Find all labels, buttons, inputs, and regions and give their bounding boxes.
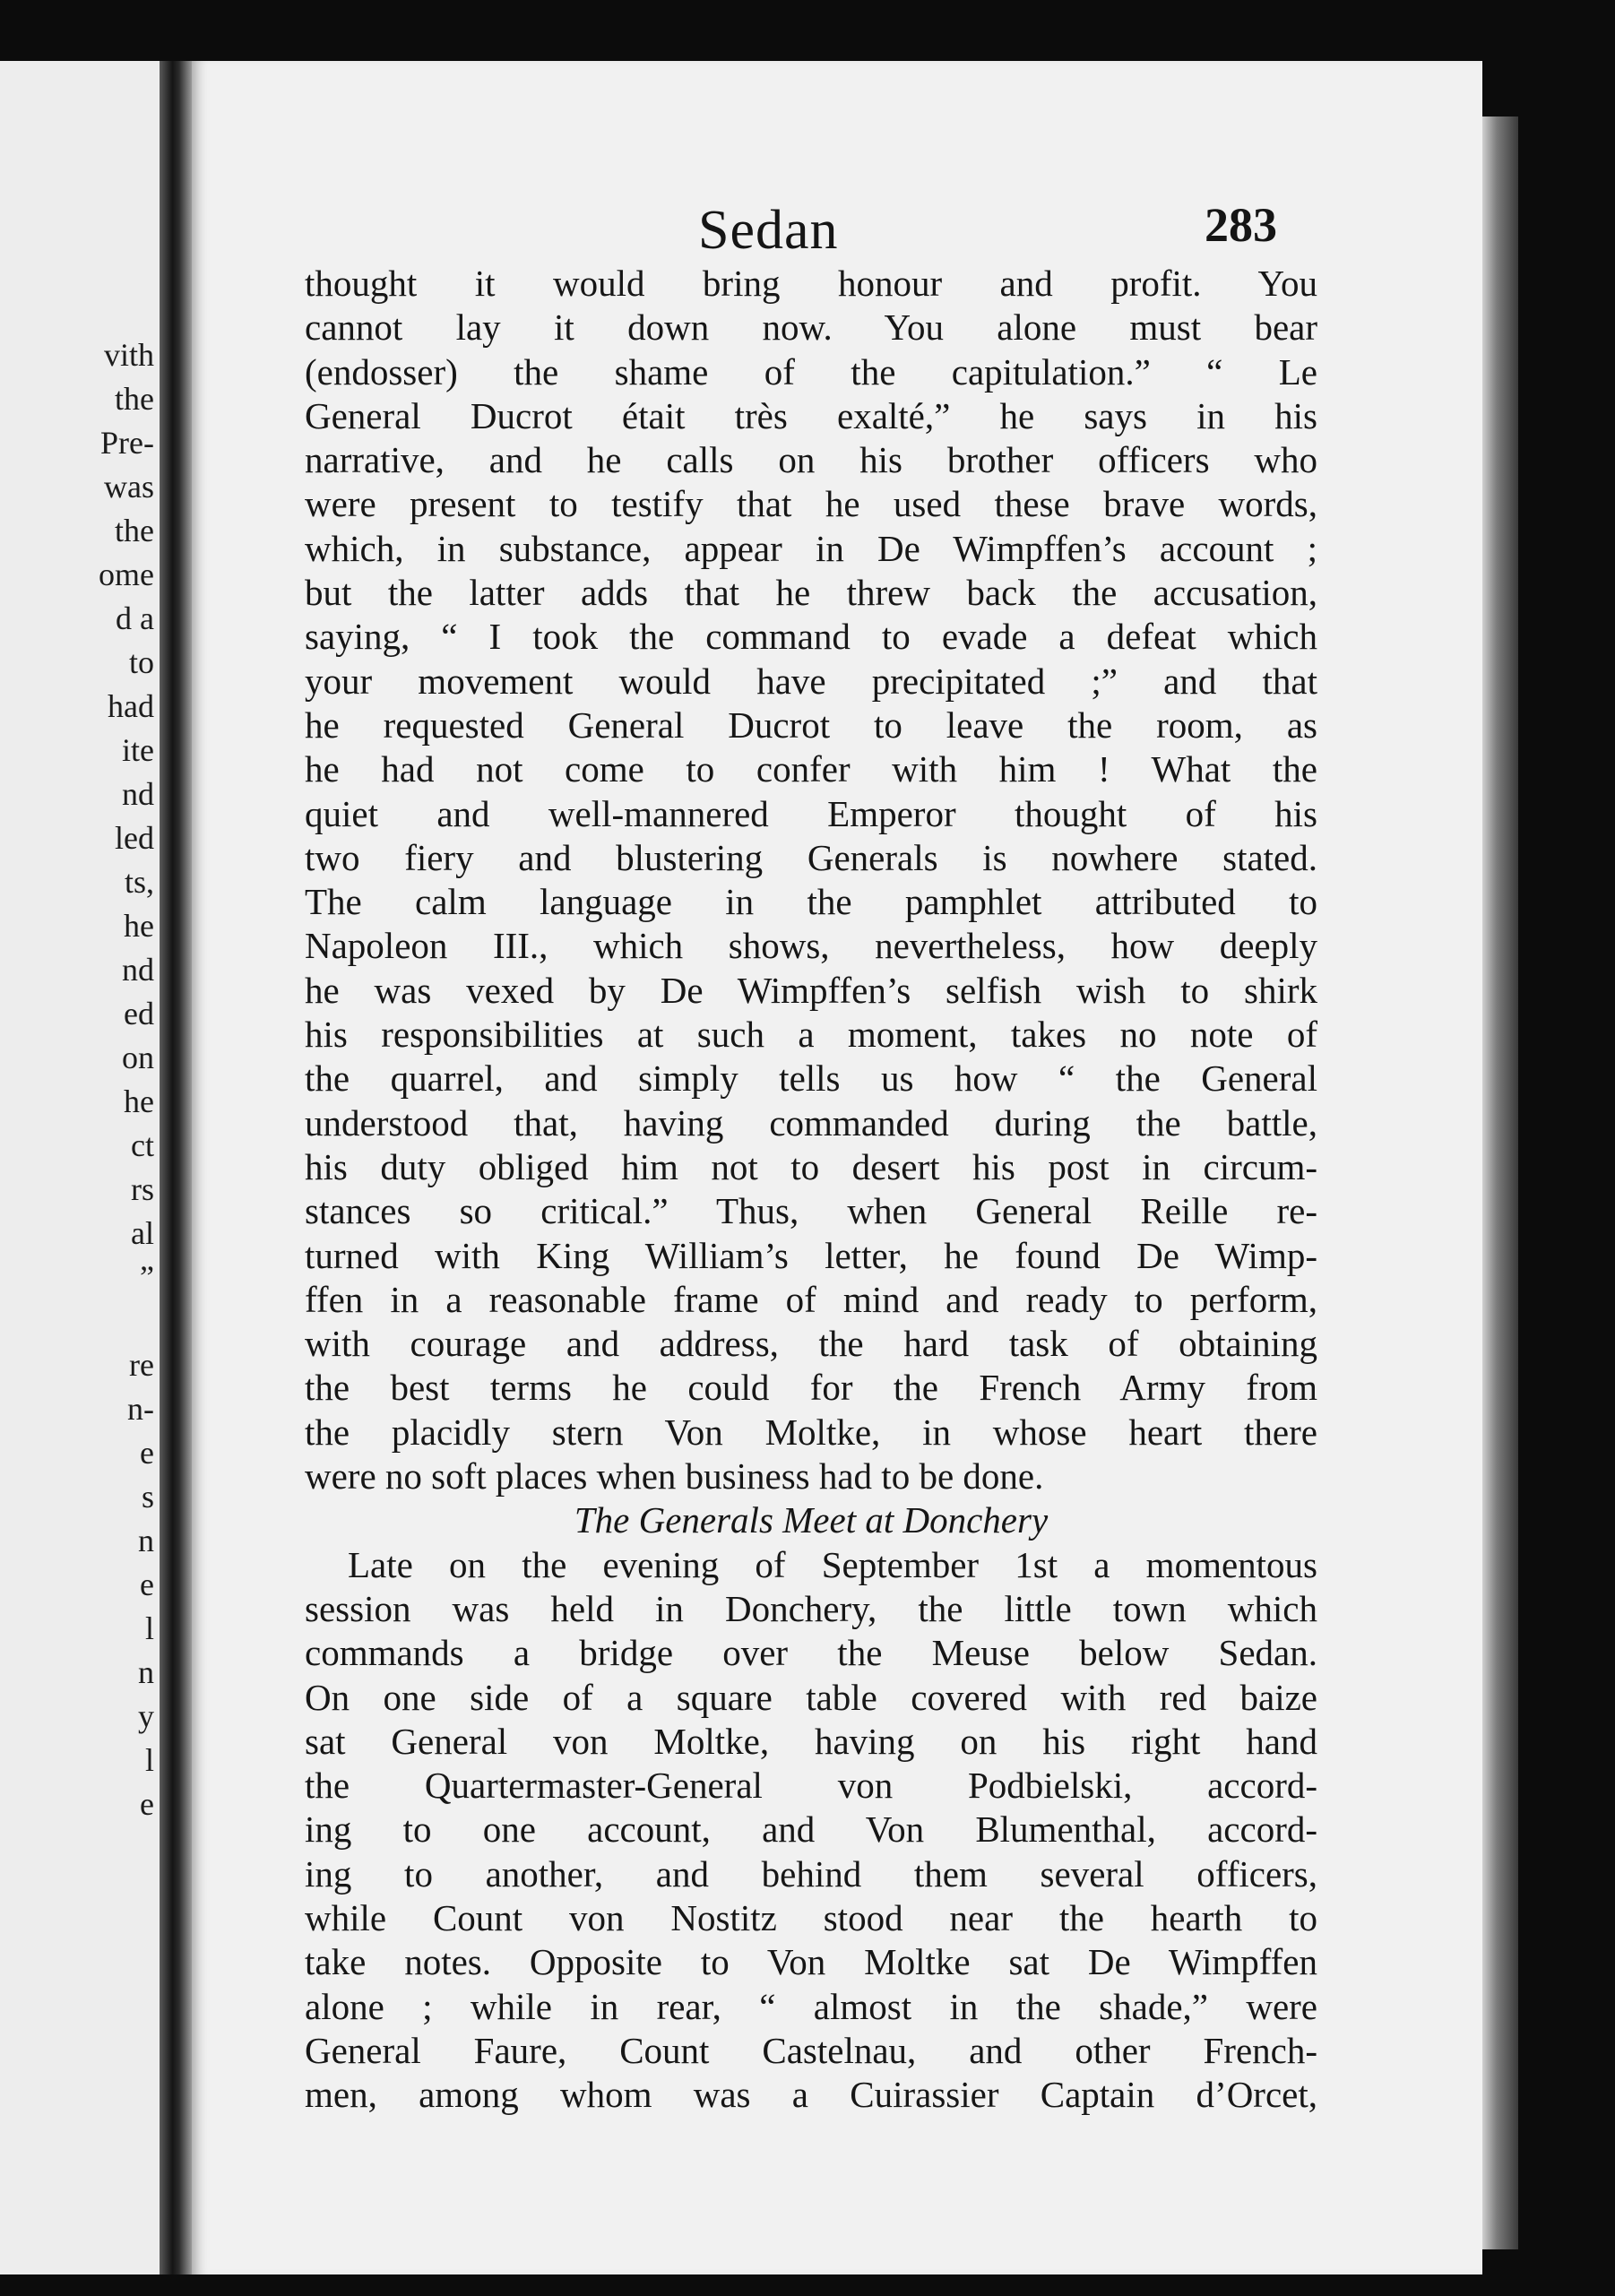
left-page-fragment: nd: [122, 776, 154, 812]
left-page-fragment: re: [129, 1347, 154, 1383]
text-line: stances so critical.” Thus, when General Reille re-: [305, 1190, 1317, 1232]
left-page-fragment: ”: [140, 1259, 154, 1295]
text-line: narrative, and he calls on his brother officers who: [305, 439, 1317, 481]
left-page-fragment: d a: [116, 600, 154, 636]
body-text: [305, 262, 1317, 2117]
left-page-fragment: y: [138, 1698, 154, 1734]
text-line: On one side of a square table covered with red baize: [305, 1676, 1317, 1718]
text-line: the Quartermaster-General von Podbielski, accord-: [305, 1765, 1317, 1807]
left-page-fragment: the: [115, 381, 154, 417]
text-line: sat General von Moltke, having on his right hand: [305, 1720, 1317, 1762]
left-page-fragment: ct: [131, 1127, 154, 1163]
left-page-fragment: Pre-: [100, 425, 154, 461]
left-page-fragment: was: [104, 469, 154, 505]
left-page-fragment: he: [124, 1083, 154, 1119]
left-page-fragment: to: [128, 644, 154, 680]
left-page-fragment: had: [108, 688, 154, 724]
text-line: Late on the evening of September 1st a momentous: [348, 1543, 1317, 1585]
page-number: 283: [1205, 198, 1277, 252]
text-line: The calm language in the pamphlet attributed to: [305, 881, 1317, 923]
left-page-fragment: nd: [122, 952, 154, 988]
left-page-fragment: vith: [103, 337, 154, 373]
text-line: Napoleon III., which shows, nevertheless, how deeply: [305, 925, 1317, 967]
text-line: while Count von Nostitz stood near the hearth to: [305, 1896, 1317, 1938]
left-page-fragment: rs: [131, 1171, 154, 1207]
left-page-fragment: ome: [99, 557, 154, 592]
text-line: thought it would bring honour and profit. You: [305, 263, 1317, 304]
text-line: take notes. Opposite to Von Moltke sat De Wimpffen: [305, 1941, 1317, 1983]
text-line: your movement would have precipitated ;” and that: [305, 660, 1317, 702]
left-page-fragment: e: [140, 1435, 154, 1471]
text-line: General Faure, Count Castelnau, and other French-: [305, 2029, 1317, 2071]
running-head: Sedan: [698, 200, 839, 261]
left-page-fragment: e: [140, 1567, 154, 1602]
text-line: (endosser) the shame of the capitulation.” “ Le: [305, 350, 1317, 393]
left-page-fragment: l: [144, 1742, 154, 1778]
left-page-fragment: al: [131, 1215, 154, 1251]
text-line: General Ducrot était très exalté,” he says in his: [305, 394, 1317, 436]
text-line: session was held in Donchery, the little town which: [305, 1587, 1317, 1629]
text-line: cannot lay it down now. You alone must bear: [305, 306, 1317, 349]
left-page-fragment: ite: [122, 732, 154, 768]
text-line: men, among whom was a Cuirassier Captain d’Orcet,: [305, 2074, 1317, 2116]
text-line: two fiery and blustering Generals is nowhere stated.: [305, 836, 1317, 878]
left-page-fragment: the: [115, 513, 154, 548]
text-line: the placidly stern Von Moltke, in whose heart there: [305, 1411, 1317, 1453]
left-facing-page: [0, 61, 160, 2274]
text-line: the quarrel, and simply tells us how “ the General: [305, 1057, 1317, 1100]
left-page-fragment: s: [141, 1479, 154, 1515]
left-page-fragment: ed: [124, 996, 154, 1031]
text-line: understood that, having commanded during the battle,: [305, 1101, 1317, 1144]
book-gutter: [160, 61, 192, 2274]
left-page-fragment: e: [140, 1786, 154, 1822]
text-line: his duty obliged him not to desert his post in circum-: [305, 1145, 1317, 1187]
text-line: ing to one account, and Von Blumenthal, accord-: [305, 1808, 1317, 1851]
left-page-fragment: l: [144, 1610, 154, 1646]
text-line: the best terms he could for the French Army from: [305, 1367, 1317, 1409]
text-line: ffen in a reasonable frame of mind and ready to perform,: [305, 1278, 1317, 1320]
text-line: were present to testify that he used these brave words,: [305, 483, 1317, 525]
text-line: quiet and well-mannered Emperor thought of his: [305, 792, 1317, 834]
text-line: which, in substance, appear in De Wimpffen’s account ;: [305, 527, 1317, 569]
text-line: saying, “ I took the command to evade a defeat which: [305, 616, 1317, 658]
left-page-fragment: n-: [127, 1391, 154, 1427]
text-line: were no soft places when business had to be done.: [305, 1455, 1044, 1498]
text-line: his responsibilities at such a moment, takes no note of: [305, 1014, 1317, 1056]
section-subheading: The Generals Meet at Donchery: [574, 1499, 1049, 1541]
left-page-fragment: led: [115, 820, 154, 856]
left-page-fragment: n: [138, 1654, 154, 1690]
text-line: alone ; while in rear, “ almost in the shade,” were: [305, 1985, 1317, 2027]
text-line: ing to another, and behind them several officers,: [305, 1852, 1317, 1895]
text-line: commands a bridge over the Meuse below Sedan.: [305, 1632, 1317, 1674]
left-page-fragment: he: [124, 908, 154, 944]
left-page-fragment: on: [122, 1040, 154, 1075]
text-line: he requested General Ducrot to leave the room, as: [305, 703, 1317, 746]
text-line: he was vexed by De Wimpffen’s selfish wish to shirk: [305, 969, 1317, 1011]
text-line: with courage and address, the hard task of obtaining: [305, 1323, 1317, 1365]
left-page-fragment: n: [138, 1523, 154, 1558]
text-line: he had not come to confer with him ! What the: [305, 748, 1317, 790]
page-edge-shadow: [1482, 117, 1518, 2249]
page-header: [192, 181, 1482, 262]
left-page-fragment: ts,: [124, 864, 154, 900]
text-line: but the latter adds that he threw back the accusation,: [305, 572, 1317, 614]
text-line: turned with King William’s letter, he found De Wimp-: [305, 1234, 1317, 1276]
